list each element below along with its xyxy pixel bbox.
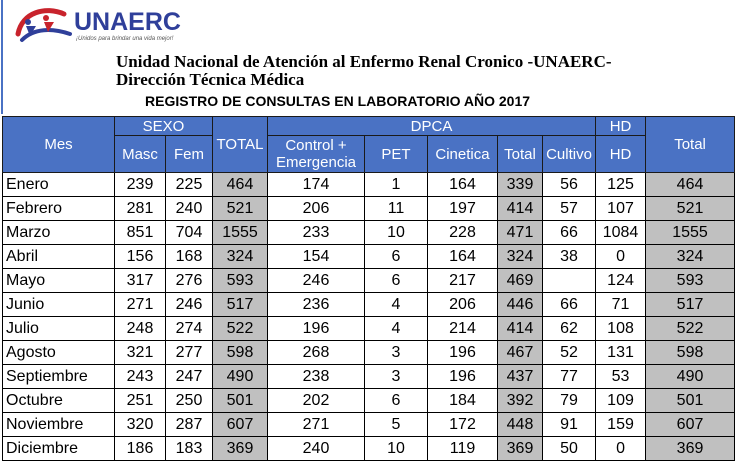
- cell-total: 490: [213, 365, 268, 389]
- cell-masc: 271: [115, 293, 166, 317]
- table-row: [3, 341, 735, 365]
- cell-total: 593: [213, 269, 268, 293]
- cell-fem: 704: [166, 221, 213, 245]
- cell-masc: 248: [115, 317, 166, 341]
- cell-cultivo: 52: [543, 341, 596, 365]
- table-row: [3, 317, 735, 341]
- cell-control: 174: [268, 173, 365, 197]
- cell-fem: 247: [166, 365, 213, 389]
- cell-dpca-total: 324: [498, 245, 543, 269]
- cell-total: 501: [213, 389, 268, 413]
- cell-hd: 125: [596, 173, 646, 197]
- table-row: [3, 365, 735, 389]
- cell-grand-total: 607: [646, 413, 735, 437]
- header-hd: HD: [596, 136, 646, 173]
- cell-fem: 183: [166, 437, 213, 461]
- cell-hd: 0: [596, 437, 646, 461]
- cell-pet: 11: [365, 197, 428, 221]
- cell-cultivo: 62: [543, 317, 596, 341]
- cell-dpca-total: 414: [498, 197, 543, 221]
- cell-masc: 851: [115, 221, 166, 245]
- table-row: [3, 413, 735, 437]
- cell-masc: 156: [115, 245, 166, 269]
- cell-fem: 168: [166, 245, 213, 269]
- cell-cinetica: 217: [428, 269, 498, 293]
- cell-fem: 287: [166, 413, 213, 437]
- cell-cultivo: 56: [543, 173, 596, 197]
- cell-grand-total: 522: [646, 317, 735, 341]
- table-row: [3, 197, 735, 221]
- cell-masc: 320: [115, 413, 166, 437]
- cell-mes: Junio: [3, 293, 115, 317]
- cell-mes: Noviembre: [3, 413, 115, 437]
- cell-control: 236: [268, 293, 365, 317]
- cell-dpca-total: 414: [498, 317, 543, 341]
- cell-grand-total: 324: [646, 245, 735, 269]
- cell-mes: Agosto: [3, 341, 115, 365]
- consultations-table: [2, 116, 735, 461]
- header-grand-total: Total: [646, 117, 735, 173]
- cell-hd: 107: [596, 197, 646, 221]
- cell-dpca-total: 469: [498, 269, 543, 293]
- cell-pet: 6: [365, 245, 428, 269]
- cell-fem: 246: [166, 293, 213, 317]
- cell-dpca-total: 392: [498, 389, 543, 413]
- table-row: [3, 437, 735, 461]
- department-name: Dirección Técnica Médica: [116, 70, 305, 89]
- cell-grand-total: 598: [646, 341, 735, 365]
- cell-hd: 131: [596, 341, 646, 365]
- logo-wordmark: UNAERC: [74, 8, 181, 36]
- cell-mes: Febrero: [3, 197, 115, 221]
- cell-cinetica: 206: [428, 293, 498, 317]
- cell-cinetica: 184: [428, 389, 498, 413]
- cell-cultivo: 66: [543, 293, 596, 317]
- header-masc: Masc: [115, 136, 166, 173]
- cell-masc: 317: [115, 269, 166, 293]
- cell-fem: 240: [166, 197, 213, 221]
- cell-pet: 5: [365, 413, 428, 437]
- cell-fem: 277: [166, 341, 213, 365]
- header-pet: PET: [365, 136, 428, 173]
- header-sexo: SEXO: [115, 117, 213, 136]
- header-cultivo: Cultivo: [543, 136, 596, 173]
- table-row: [3, 221, 735, 245]
- header-control-line1: Control +: [285, 137, 347, 154]
- cell-pet: 3: [365, 365, 428, 389]
- cell-masc: 281: [115, 197, 166, 221]
- cell-cultivo: [543, 269, 596, 293]
- cell-cultivo: 79: [543, 389, 596, 413]
- cell-dpca-total: 471: [498, 221, 543, 245]
- cell-pet: 4: [365, 293, 428, 317]
- cell-control: 154: [268, 245, 365, 269]
- cell-fem: 225: [166, 173, 213, 197]
- header-cinetica: Cinetica: [428, 136, 498, 173]
- cell-mes: Diciembre: [3, 437, 115, 461]
- cell-masc: 251: [115, 389, 166, 413]
- cell-dpca-total: 339: [498, 173, 543, 197]
- cell-pet: 3: [365, 341, 428, 365]
- cell-control: 238: [268, 365, 365, 389]
- cell-cultivo: 66: [543, 221, 596, 245]
- header-mes: Mes: [3, 117, 115, 173]
- cell-masc: 239: [115, 173, 166, 197]
- cell-total: 464: [213, 173, 268, 197]
- header-fem: Fem: [166, 136, 213, 173]
- cell-grand-total: 517: [646, 293, 735, 317]
- cell-control: 240: [268, 437, 365, 461]
- left-border-line: [1, 0, 3, 114]
- cell-total: 521: [213, 197, 268, 221]
- table-row: [3, 173, 735, 197]
- cell-total: 1555: [213, 221, 268, 245]
- cell-control: 202: [268, 389, 365, 413]
- cell-hd: 53: [596, 365, 646, 389]
- cell-mes: Julio: [3, 317, 115, 341]
- cell-control: 268: [268, 341, 365, 365]
- cell-total: 607: [213, 413, 268, 437]
- cell-masc: 186: [115, 437, 166, 461]
- cell-total: 517: [213, 293, 268, 317]
- cell-mes: Abril: [3, 245, 115, 269]
- cell-grand-total: 501: [646, 389, 735, 413]
- cell-control: 271: [268, 413, 365, 437]
- table-row: [3, 269, 735, 293]
- cell-pet: 6: [365, 389, 428, 413]
- cell-cinetica: 164: [428, 173, 498, 197]
- report-title: REGISTRO DE CONSULTAS EN LABORATORIO AÑO 2017: [145, 93, 531, 109]
- header-dpca-total: Total: [498, 136, 543, 173]
- cell-hd: 0: [596, 245, 646, 269]
- cell-hd: 1084: [596, 221, 646, 245]
- header-dpca: DPCA: [268, 117, 596, 136]
- header-control-emergencia: [268, 136, 365, 173]
- cell-masc: 321: [115, 341, 166, 365]
- cell-cinetica: 214: [428, 317, 498, 341]
- cell-total: 369: [213, 437, 268, 461]
- cell-hd: 109: [596, 389, 646, 413]
- cell-dpca-total: 448: [498, 413, 543, 437]
- cell-dpca-total: 467: [498, 341, 543, 365]
- cell-hd: 71: [596, 293, 646, 317]
- cell-control: 206: [268, 197, 365, 221]
- cell-pet: 4: [365, 317, 428, 341]
- cell-pet: 6: [365, 269, 428, 293]
- cell-dpca-total: 446: [498, 293, 543, 317]
- header-control-line2: Emergencia: [275, 154, 357, 171]
- cell-dpca-total: 437: [498, 365, 543, 389]
- cell-mes: Enero: [3, 173, 115, 197]
- cell-hd: 124: [596, 269, 646, 293]
- cell-grand-total: 490: [646, 365, 735, 389]
- cell-cinetica: 196: [428, 341, 498, 365]
- table-row: [3, 389, 735, 413]
- cell-grand-total: 1555: [646, 221, 735, 245]
- cell-cultivo: 77: [543, 365, 596, 389]
- cell-control: 196: [268, 317, 365, 341]
- cell-fem: 274: [166, 317, 213, 341]
- cell-dpca-total: 369: [498, 437, 543, 461]
- header-hd-group: HD: [596, 117, 646, 136]
- cell-hd: 108: [596, 317, 646, 341]
- cell-cinetica: 172: [428, 413, 498, 437]
- table-row: [3, 293, 735, 317]
- cell-grand-total: 521: [646, 197, 735, 221]
- cell-cultivo: 91: [543, 413, 596, 437]
- cell-hd: 159: [596, 413, 646, 437]
- cell-masc: 243: [115, 365, 166, 389]
- cell-cinetica: 197: [428, 197, 498, 221]
- cell-total: 522: [213, 317, 268, 341]
- cell-fem: 276: [166, 269, 213, 293]
- cell-cinetica: 164: [428, 245, 498, 269]
- cell-cinetica: 196: [428, 365, 498, 389]
- cell-grand-total: 369: [646, 437, 735, 461]
- cell-cultivo: 57: [543, 197, 596, 221]
- cell-grand-total: 593: [646, 269, 735, 293]
- cell-grand-total: 464: [646, 173, 735, 197]
- table-row: [3, 245, 735, 269]
- cell-mes: Mayo: [3, 269, 115, 293]
- cell-mes: Octubre: [3, 389, 115, 413]
- cell-pet: 10: [365, 437, 428, 461]
- cell-mes: Marzo: [3, 221, 115, 245]
- unaerc-logo-icon: [12, 4, 76, 48]
- cell-pet: 10: [365, 221, 428, 245]
- cell-mes: Septiembre: [3, 365, 115, 389]
- header-total: TOTAL: [213, 117, 268, 173]
- cell-cultivo: 50: [543, 437, 596, 461]
- cell-control: 246: [268, 269, 365, 293]
- cell-cinetica: 119: [428, 437, 498, 461]
- cell-cinetica: 228: [428, 221, 498, 245]
- logo-tagline: ¡Unidos para brindar una vida mejor!: [76, 36, 174, 42]
- organization-name: Unidad Nacional de Atención al Enfermo Renal Cronico -UNAERC-: [116, 52, 612, 71]
- cell-fem: 250: [166, 389, 213, 413]
- cell-pet: 1: [365, 173, 428, 197]
- cell-total: 324: [213, 245, 268, 269]
- cell-total: 598: [213, 341, 268, 365]
- cell-cultivo: 38: [543, 245, 596, 269]
- cell-control: 233: [268, 221, 365, 245]
